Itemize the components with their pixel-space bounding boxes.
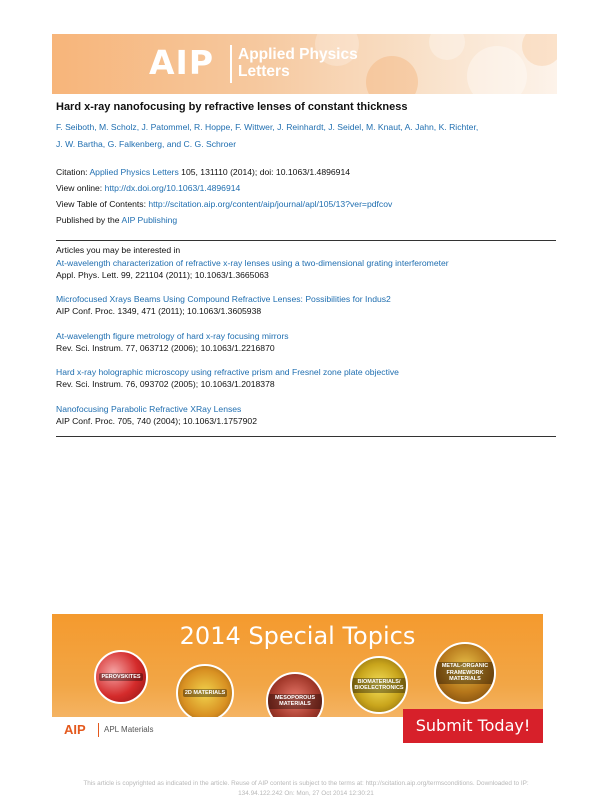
related-article-title-link[interactable]: Microfocused Xrays Beams Using Compound Refractive Lenses: Possibilities for Indus2: [56, 294, 391, 304]
related-article: [56, 367, 556, 390]
related-article: [56, 404, 556, 427]
citation-journal-link[interactable]: Applied Physics Letters: [89, 167, 179, 177]
citation-line: [56, 167, 350, 177]
topic-badge-2d-materials[interactable]: [176, 664, 234, 722]
topic-label: METAL-ORGANIC FRAMEWORK MATERIALS: [436, 662, 494, 684]
section-divider-bottom: [56, 436, 556, 437]
related-article-citation: AIP Conf. Proc. 1349, 471 (2011); 10.1063/1.3605938: [56, 305, 262, 316]
related-article-citation: Rev. Sci. Instrum. 77, 063712 (2006); 10.1063/1.2216870: [56, 342, 275, 353]
special-topics-ad[interactable]: [52, 614, 543, 743]
topic-label: PEROVSKITES: [101, 673, 141, 680]
section-divider-top: [56, 240, 556, 241]
topic-badge-perovskites[interactable]: [94, 650, 148, 704]
published-line: [56, 215, 177, 225]
published-label: Published by the: [56, 215, 120, 225]
related-article-citation: Rev. Sci. Instrum. 76, 093702 (2005); 10.1063/1.2018378: [56, 378, 275, 389]
related-article-citation: Appl. Phys. Lett. 99, 221104 (2011); 10.1063/1.3665063: [56, 269, 269, 280]
doi-link[interactable]: http://dx.doi.org/10.1063/1.4896914: [104, 183, 241, 193]
ad-headline: 2014 Special Topics: [179, 622, 416, 650]
journal-name: [238, 46, 358, 80]
ad-logo-divider: [98, 723, 99, 737]
related-article-title-link[interactable]: At-wavelength figure metrology of hard x-ray focusing mirrors: [56, 331, 289, 341]
topic-badge-mof-materials[interactable]: [434, 642, 496, 704]
related-article: [56, 331, 556, 354]
copyright-footer: [0, 779, 612, 799]
topic-label: MESOPOROUS MATERIALS: [268, 694, 322, 709]
author-list: [56, 119, 556, 153]
toc-label: View Table of Contents:: [56, 199, 146, 209]
ad-journal-name: APL Materials: [104, 725, 154, 734]
authors-line-2[interactable]: J. W. Bartha, G. Falkenberg, and C. G. Schroer: [56, 139, 237, 149]
related-article-title-link[interactable]: At-wavelength characterization of refractive x-ray lenses using a two-dimensional grating interferometer: [56, 258, 449, 268]
toc-line: [56, 199, 392, 209]
aip-logo: AIP: [149, 43, 215, 82]
view-online-line: [56, 183, 240, 193]
publisher-link[interactable]: AIP Publishing: [121, 215, 178, 225]
journal-name-line1: Applied Physics: [238, 46, 358, 63]
topic-badge-biomaterials[interactable]: [350, 656, 408, 714]
view-online-label: View online:: [56, 183, 103, 193]
submit-today-button[interactable]: Submit Today!: [403, 709, 543, 743]
footer-line-1: This article is copyrighted as indicated in the article. Reuse of AIP content is subject to the terms at: http://scitation.aip.org/termsconditions. Downloaded to IP:: [83, 780, 529, 787]
topic-label: 2D MATERIALS: [184, 689, 226, 696]
article-title: Hard x-ray nanofocusing by refractive lenses of constant thickness: [56, 101, 408, 113]
journal-banner: [52, 34, 557, 94]
authors-line-1[interactable]: F. Seiboth, M. Scholz, J. Patommel, R. Hoppe, F. Wittwer, J. Reinhardt, J. Seidel, M. Knaut, A. Jahn, K. Richter,: [56, 122, 479, 132]
related-article: [56, 294, 556, 317]
citation-label: Citation:: [56, 167, 88, 177]
citation-details: 105, 131110 (2014); doi: 10.1063/1.4896914: [181, 167, 351, 177]
related-article-title-link[interactable]: Nanofocusing Parabolic Refractive XRay Lenses: [56, 404, 242, 414]
related-article-title-link[interactable]: Hard x-ray holographic microscopy using refractive prism and Fresnel zone plate objective: [56, 367, 399, 377]
journal-name-line2: Letters: [238, 63, 290, 80]
related-articles-heading: Articles you may be interested in: [56, 245, 181, 255]
topic-label: BIOMATERIALS/ BIOELECTRONICS: [352, 678, 406, 693]
related-article: [56, 258, 556, 281]
related-article-citation: AIP Conf. Proc. 705, 740 (2004); 10.1063/1.1757902: [56, 415, 257, 426]
footer-line-2: 134.94.122.242 On: Mon, 27 Oct 2014 12:30:21: [238, 790, 374, 797]
ad-aip-logo: AIP: [64, 722, 86, 737]
logo-divider: [230, 45, 232, 83]
toc-link[interactable]: http://scitation.aip.org/content/aip/journal/apl/105/13?ver=pdfcov: [148, 199, 393, 209]
